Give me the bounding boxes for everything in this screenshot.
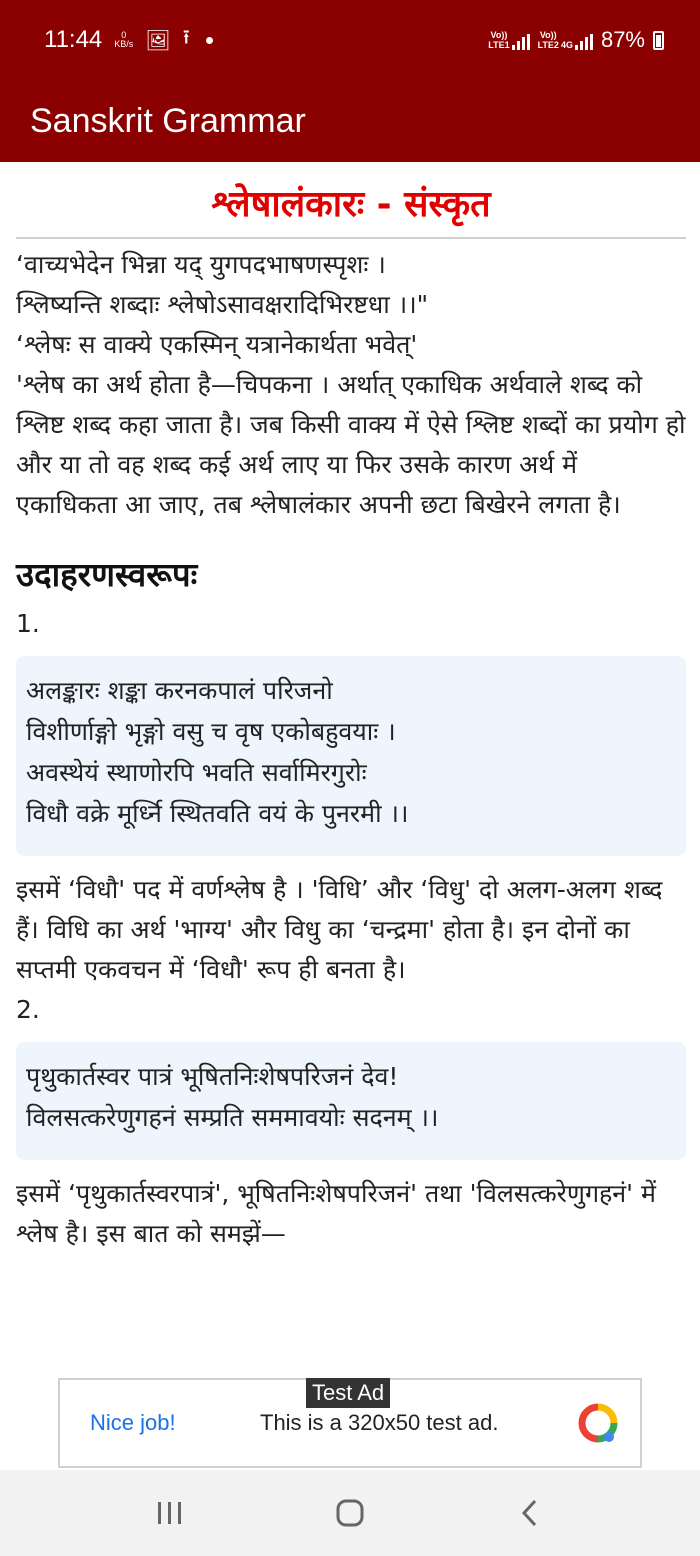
ad-logo-icon	[576, 1401, 620, 1445]
recent-apps-icon[interactable]	[130, 1483, 210, 1543]
article-content[interactable]	[0, 162, 700, 1368]
example-number: 2.	[16, 995, 40, 1024]
navigation-bar	[0, 1470, 700, 1556]
verse-line: पृथुकार्तस्वर पात्रं भूषितनिःशेषपरिजनं देव!	[26, 1062, 399, 1091]
home-icon[interactable]	[310, 1483, 390, 1543]
app-title: Sanskrit Grammar	[30, 101, 306, 140]
verse-line: अवस्थेयं स्थाणोरपि भवति सर्वामिरगुरोः	[26, 758, 367, 787]
example-explanation: इसमें ‘विधौ' पद में वर्णश्लेष है । 'विधि’ और ‘विधु' दो अलग-अलग शब्द हैं। विधि का अर्थ 'भाग्य' और विधु का ‘चन्द्रमा' होता है। इन दोनों का सप्तमी एकवचन में ‘विधौ' रूप ही बनता है।	[16, 875, 663, 984]
ad-text[interactable]: This is a 320x50 test ad.	[260, 1410, 499, 1435]
notification-dot-icon	[206, 37, 213, 44]
status-bar	[0, 0, 700, 80]
network-speed: 0 KB/s	[114, 30, 134, 49]
ad-nice-job[interactable]: Nice job!	[90, 1410, 176, 1435]
page-title: श्लेषालंकारः - संस्कृत	[16, 162, 686, 239]
gallery-icon: 🖼	[145, 29, 171, 52]
intro-paragraph: 'श्लेष का अर्थ होता है—चिपकना । अर्थात् एकाधिक अर्थवाले शब्द को श्लिष्ट शब्द कहा जाता है। जब किसी वाक्य में ऐसे श्लिष्ट शब्दों का प्रयोग हो और या तो वह शब्द कई अर्थ लाए या फिर उसके कारण अर्थ में एकाधिकता आ जाए, तब श्लेषालंकार अपनी छटा बिखेरने लगता है।	[16, 370, 686, 519]
upload-icon: ⭱	[182, 27, 190, 49]
verse-line: विलसत्करेणुगहनं सम्प्रति सममावयोः सदनम् ।।	[26, 1103, 439, 1132]
sim2-signal-icon: Vo)) LTE2 4G	[538, 30, 593, 50]
back-icon[interactable]	[490, 1483, 570, 1543]
sim1-signal-icon: Vo)) LTE1	[488, 30, 529, 50]
battery-icon	[653, 31, 664, 50]
verse-line: अलङ्कारः शङ्का करनकपालं परिजनो	[26, 676, 333, 705]
banner-ad[interactable]	[58, 1378, 642, 1468]
example-number: 1.	[16, 609, 40, 638]
battery-percent: 87%	[600, 27, 645, 52]
intro-line: ‘श्लेषः स वाक्ये एकस्मिन् यत्रानेकार्थता भवेत्'	[16, 330, 418, 359]
examples-heading: उदाहरणस्वरूपः	[16, 555, 198, 594]
example-explanation: इसमें ‘पृथुकार्तस्वरपात्रं', भूषितनिःशेषपरिजनं' तथा 'विलसत्करेणुगहनं' में श्लेष है। इस बात को समझें—	[16, 1179, 656, 1248]
verse-line: विशीर्णाङ्गो भृङ्गो वसु च वृष एकोबहुवयाः ।	[26, 717, 396, 746]
app-bar	[0, 80, 700, 162]
verse-line: विधौ वक्रे मूर्ध्नि स्थितवति वयं के पुनरमी ।।	[26, 799, 409, 828]
test-ad-label: Test Ad	[306, 1378, 390, 1408]
clock: 11:44	[44, 26, 103, 53]
example-verse-box	[16, 1042, 686, 1160]
example-verse-box	[16, 656, 686, 856]
intro-line: श्लिष्यन्ति शब्दाः श्लेषोऽसावक्षरादिभिरष्टधा ।।"	[16, 290, 429, 319]
intro-line: ‘वाच्यभेदेन भिन्ना यद् युगपदभाषणस्पृशः ।	[16, 250, 386, 279]
